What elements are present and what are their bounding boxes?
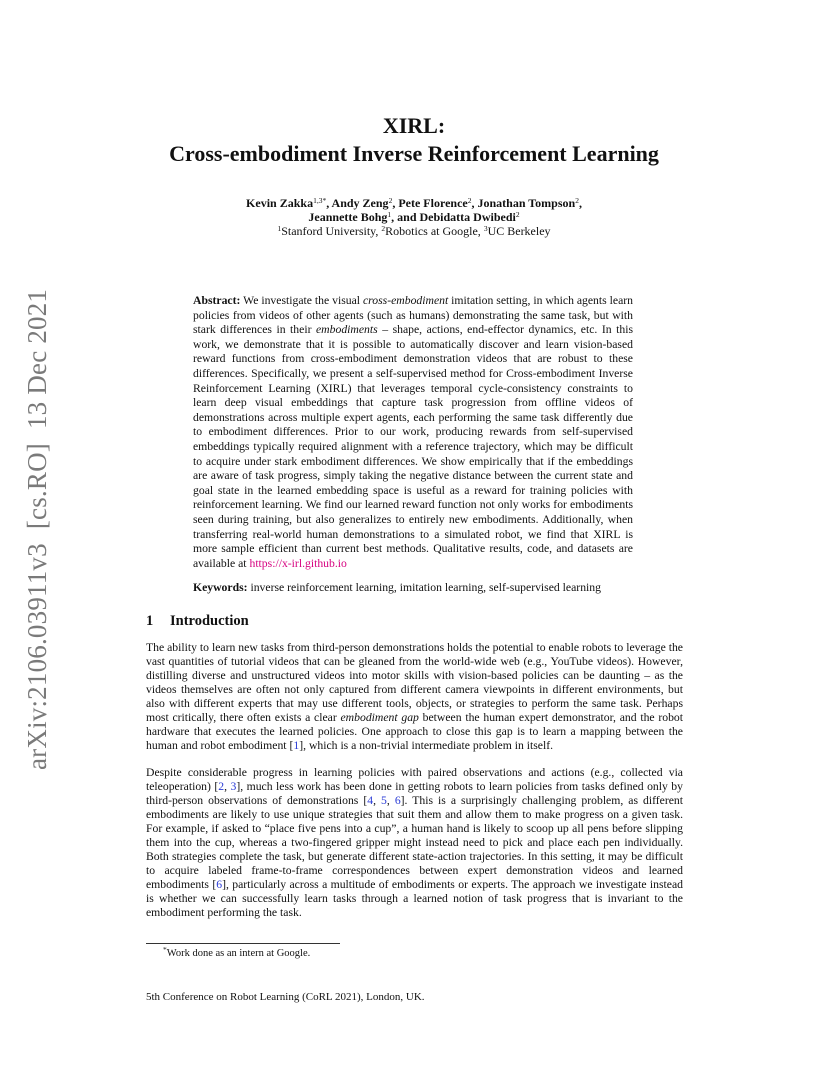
affiliation: Robotics at Google, <box>385 224 484 238</box>
keywords-label: Keywords: <box>193 581 248 594</box>
title-line-2: Cross-embodiment Inverse Reinforcement Learning <box>169 141 659 166</box>
author-affiliation-mark: 2 <box>388 196 393 205</box>
paragraph-text: ], particularly across a multitude of embodiments or experts. The approach we investigate instead is whether we can successfully learn tasks through a learned notion of task progress that is invariant to the embodiment performing the task. <box>146 877 683 919</box>
author-name: , Andy Zeng <box>326 196 389 210</box>
arxiv-date: 13 Dec 2021 <box>22 288 52 430</box>
paragraph-text: Despite considerable progress in learning policies with paired observations and actions (e.g., collected via teleoperation) [ <box>146 766 683 793</box>
abstract-text: We investigate the visual <box>240 294 363 307</box>
author-names-line-2 <box>0 210 828 224</box>
author-affiliation-mark: 1,3* <box>313 196 327 205</box>
paragraph-text: , <box>373 793 382 807</box>
arxiv-id: arXiv:2106.03911v3 <box>22 543 52 770</box>
affiliation-mark: 3 <box>483 224 488 233</box>
conference-footer: 5th Conference on Robot Learning (CoRL 2021), London, UK. <box>146 991 425 1003</box>
citation-link[interactable]: 6 <box>394 793 401 807</box>
paper-title <box>0 112 828 168</box>
paragraph-text: ], much less work has been done in getting robots to learn policies from tasks defined only by third-person observations of demonstrations [ <box>146 779 683 807</box>
paragraph-text: , <box>224 779 231 793</box>
section-title: Introduction <box>170 613 249 629</box>
paragraph-text: ]. This is a surprisingly challenging problem, as different embodiments are likely to use unique strategies that suit them and allow them to make progress on a given task. For example, if asked to “place five pens into a cup”, a human hand is likely to scoop up all pens before slipping them into the cup, whereas a two-fingered gripper might instead need to pick and place each pen individually. Both strategies complete the task, but generate different state-action trajectories. In this setting, it may be difficult to acquire labeled frame-to-frame correspondences between expert demonstration videos and learned embodiments [ <box>146 793 684 891</box>
footnote-divider <box>146 943 340 944</box>
author-name: Kevin Zakka <box>246 196 314 210</box>
citation-link[interactable]: 6 <box>216 877 223 891</box>
footnote-text: Work done as an intern at Google. <box>166 948 311 959</box>
author-name: , Pete Florence <box>392 196 468 210</box>
abstract-emphasis: embodiments <box>316 323 378 337</box>
author-name: Jeannette Bohg <box>308 210 388 224</box>
arxiv-margin-stamp <box>22 289 53 770</box>
paragraph-text: The ability to learn new tasks from third-person demonstrations holds the potential to enable robots to leverage the vast quantities of tutorial videos that can be gleaned from the world-wide web (e.g., YouTube videos). However, distilling diverse and unstructured videos into motor skills with vision-based policies can be daunting – as the videos themselves are often not only captured from different camera viewpoints in different environments, but also with different experts that may use different tools, objects, or strategies to perform the same task. Perhaps most critically, there often exists a clear <box>146 641 683 724</box>
footnote-mark: * <box>163 945 167 954</box>
citation-link[interactable]: 5 <box>381 793 387 807</box>
citation-link[interactable]: 1 <box>293 738 300 752</box>
citation-link[interactable]: 2 <box>218 779 225 793</box>
arxiv-category: [cs.RO] <box>22 443 52 530</box>
author-block <box>0 196 828 238</box>
affiliation: UC Berkeley <box>487 224 551 238</box>
title-line-1: XIRL: <box>382 113 446 138</box>
abstract-text: imitation setting, in which agents learn policies from videos of other agents (such as humans) demonstrating the same task, but with stark differences in their <box>193 294 633 337</box>
author-affiliation-mark: 1 <box>387 210 392 219</box>
author-name: , and Debidatta Dwibedi <box>391 210 516 224</box>
paragraph-text: , <box>386 793 395 807</box>
affiliation-mark: 2 <box>381 224 386 233</box>
keywords <box>193 581 633 595</box>
paragraph-text: ], which is a non-trivial intermediate problem in itself. <box>299 738 554 752</box>
abstract <box>193 294 633 571</box>
paragraph-emphasis: embodiment gap <box>340 710 419 724</box>
author-affiliation-mark: 2 <box>515 210 520 219</box>
citation-link[interactable]: 3 <box>230 779 237 793</box>
author-name: , Jonathan Tompson <box>471 196 576 210</box>
section-heading <box>146 613 249 630</box>
footnote <box>163 945 311 959</box>
keywords-text: inverse reinforcement learning, imitation learning, self-supervised learning <box>247 581 601 594</box>
author-affiliation-mark: 2 <box>467 196 472 205</box>
abstract-emphasis: cross-embodiment <box>362 294 449 307</box>
section-number: 1 <box>146 613 154 629</box>
author-affiliation-mark: 2 <box>575 196 579 205</box>
author-separator: , <box>578 196 582 210</box>
author-names-line-1 <box>0 196 828 210</box>
paragraph-text: between the human expert demonstrator, and the robot hardware that executes the learned policies. One approach to close this gap is to learn a mapping between the human and robot embodiment [ <box>146 710 684 752</box>
citation-link[interactable]: 4 <box>367 793 374 807</box>
affiliations <box>0 224 828 238</box>
affiliation-mark: 1 <box>277 224 282 233</box>
intro-paragraph-1 <box>146 641 683 753</box>
affiliation: Stanford University, <box>281 224 382 238</box>
project-url-link[interactable]: https://x-irl.github.io <box>249 556 347 570</box>
abstract-text: – shape, actions, end-effector dynamics, etc. In this work, we demonstrate that it is possible to automatically discover and learn vision-based reward functions from cross-embodiment demonstration videos that are robust to these differences. Specifically, we present a self-supervised method for Cross-embodiment Inverse Reinforcement Learning (XIRL) that leverages temporal cycle-consistency constraints to learn deep visual embeddings that capture task progression from offline videos of demonstrations across multiple expert agents, each performing the same task differently due to embodiment differences. Prior to our work, producing rewards from self-supervised embeddings typically required alignment with a reference trajectory, which may be difficult to acquire under stark embodiment differences. We show empirically that if the embeddings are aware of task progress, simply taking the negative distance between the current state and goal state in the learned embedding space is useful as a reward for training policies with reinforcement learning. We find our learned reward function not only works for embodiments seen during training, but also generalizes to entirely new embodiments. Additionally, when transferring real-world human demonstrations to a simulated robot, we find that XIRL is more sample efficient than current best methods. Qualitative results, code, and datasets are available at <box>193 323 633 570</box>
intro-paragraph-2 <box>146 766 683 919</box>
abstract-label: Abstract: <box>193 294 241 307</box>
